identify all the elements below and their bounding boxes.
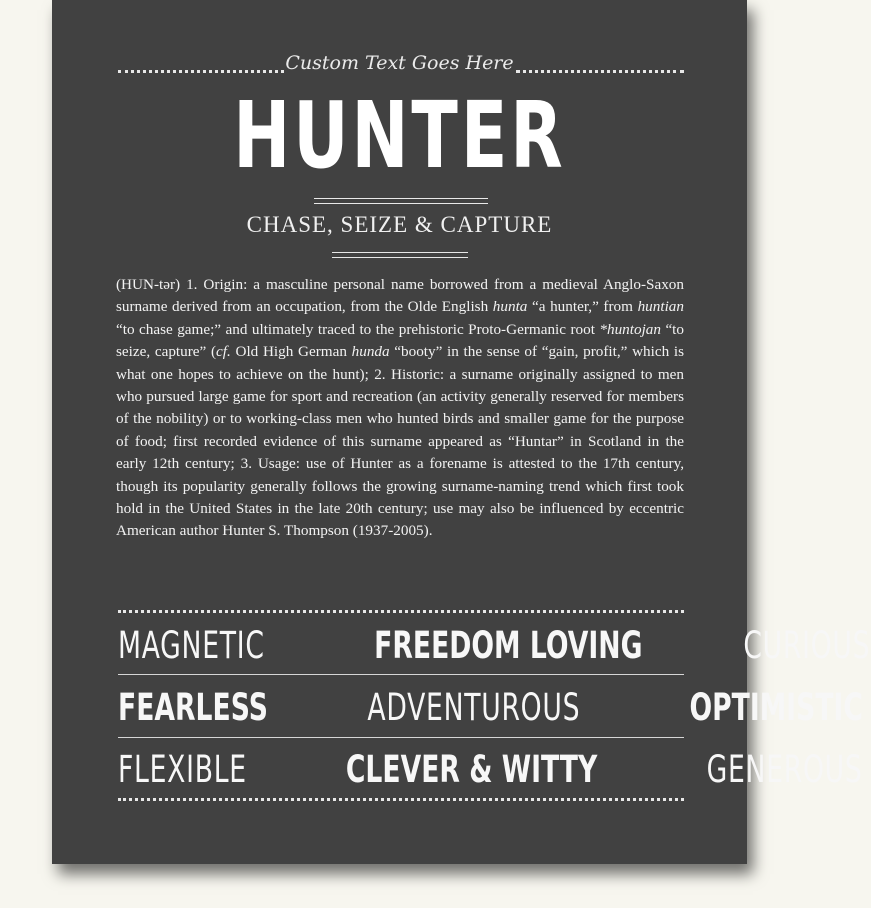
meaning-underline-2 [332,257,468,258]
trait: CURIOUS [743,624,871,667]
trait: FLEXIBLE [118,748,247,791]
traits-row-2 [118,686,863,730]
trait: FREEDOM LOVING [373,624,643,667]
traits-bottom-dotted-divider [118,798,684,801]
traits-divider-2 [118,737,684,738]
trait: OPTIMISTIC [689,686,863,729]
top-right-dotted-divider [516,70,684,73]
trait: ADVENTUROUS [367,686,581,729]
name-underline-1 [314,198,488,199]
trait: MAGNETIC [118,624,265,667]
name-underline-2 [314,203,488,204]
custom-text: Custom Text Goes Here [285,52,514,74]
traits-top-dotted-divider [118,610,684,613]
traits-row-3 [118,748,863,792]
trait: CLEVER & WITTY [345,748,598,791]
meaning-underline-1 [332,252,468,253]
name-definition: (HUN-tər) 1. Origin: a masculine personal name borrowed from a medieval Anglo-Saxon surname derived from an occupation, from the Olde English hunta “a hunter,” from huntian “to chase game;” and ultimately traced to the prehistoric Proto-Germanic root *huntojan “to seize, capture” (cf. Old High German hunda “booty” in the sense of “gain, profit,” which is what one hopes to achieve on the hunt); 2. Historic: a surname originally assigned to men who pursued large game for sport and recreation (an activity generally reserved for members of the nobility) or to working-class men who hunted birds and smaller game for the purpose of food; first recorded evidence of this surname appeared as “Huntar” in Scotland in the early 12th century; 3. Usage: use of Hunter as a forename is attested to the 17th century, though its popularity generally follows the growing surname-naming trend which first took hold in the United States in the late 20th century; use may also be influenced by eccentric American author Hunter S. Thompson (1937-2005). [116,276,685,540]
name-poster [52,0,871,864]
name-meaning: CHASE, SEIZE & CAPTURE [246,212,553,237]
trait: GENEROUS [706,748,863,791]
traits-row-1 [118,624,871,668]
name-title: HUNTER [233,82,566,189]
trait: FEARLESS [118,686,268,729]
traits-divider-1 [118,674,684,675]
